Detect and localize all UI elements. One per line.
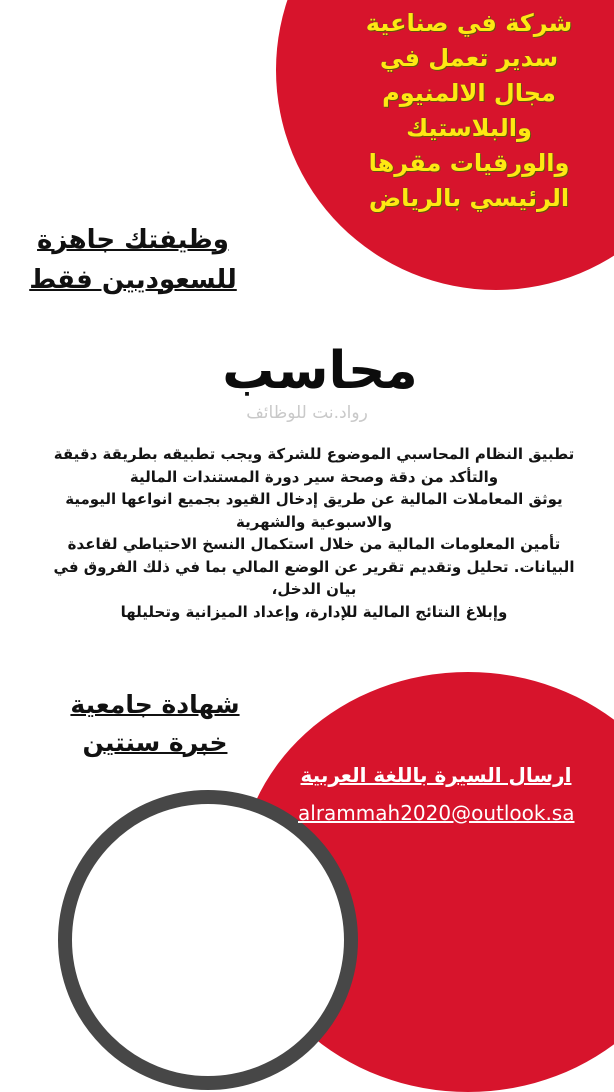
description-line: تطبيق النظام المحاسبي الموضوع للشركة ويجب تطبيقه بطريقة دقيقة [53,445,575,463]
company-description [350,6,588,216]
company-line: والبلاستيك [406,114,532,142]
company-line: الرئيسي بالرياض [368,184,570,212]
description-line: بيان الدخل، [271,580,357,598]
requirement-line: شهادة جامعية [70,690,240,719]
eligibility-line: وظيفتك جاهزة [37,225,229,255]
apply-email-link[interactable]: alrammah2020@outlook.sa [298,801,575,825]
company-line: مجال الالمنيوم [382,79,556,107]
description-line: تأمين المعلومات المالية من خلال استكمال النسخ الاحتياطي لقاعدة [67,535,561,553]
description-line: وإبلاغ النتائج المالية للإدارة، وإعداد الميزانية وتحليلها [120,602,508,621]
description-line: يوثق المعاملات المالية عن طريق إدخال القيود بجميع انواعها اليومية [65,490,563,508]
apply-instruction: ارسال السيرة باللغة العربية [300,763,572,787]
company-line: سدير تعمل في [379,44,559,72]
job-description [18,443,610,623]
company-line: شركة في صناعية [365,9,573,37]
description-line: والاسبوعية والشهرية [236,512,392,531]
eligibility-line: للسعوديين فقط [29,265,237,295]
requirements [40,686,270,762]
eligibility-note [18,220,248,300]
requirement-line: خبرة سنتين [82,728,228,757]
company-line: والورقيات مقرها [368,149,570,177]
description-line: البيانات. تحليل وتقديم تقرير عن الوضع المالي بما في ذلك الفروق في [53,557,575,576]
description-line: والتأكد من دقة وصحة سير دورة المستندات المالية [129,467,499,486]
gray-arc-decoration [58,790,358,1090]
job-title: محاسب [222,341,418,401]
watermark: رواد.نت للوظائف [246,403,368,423]
